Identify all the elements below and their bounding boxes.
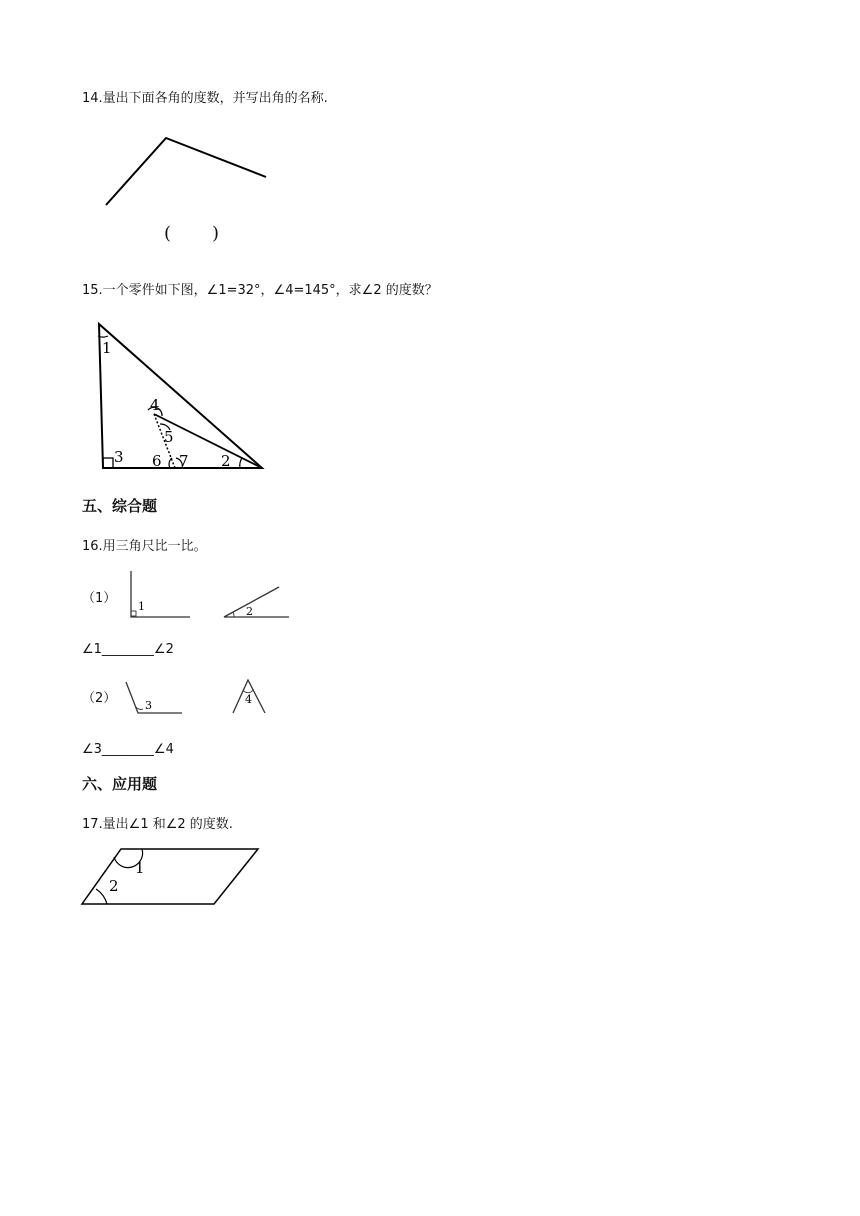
triangle-part-figure-15 — [90, 318, 270, 473]
question-15-text: 15.一个零件如下图，∠1=32°，∠4=145°，求∠2 的度数？ — [82, 283, 438, 298]
answer-paren-open: ( — [164, 223, 172, 244]
label-angle-6: 6 — [152, 452, 162, 470]
label-angle-1: 1 — [102, 339, 112, 357]
label-angle-7: 7 — [179, 452, 189, 470]
question-16-text: 16.用三角尺比一比。 — [82, 539, 207, 554]
label-angle-q16-2: 2 — [246, 605, 253, 618]
label-angle-q16-3: 3 — [145, 699, 152, 712]
label-angle-5: 5 — [164, 428, 174, 446]
label-angle-q16-4: 4 — [245, 693, 252, 706]
compare-1-2: ∠1________∠2 — [82, 642, 174, 657]
question-14-text: 14.量出下面各角的度数，并写出角的名称. — [82, 91, 328, 106]
label-angle-q17-2: 2 — [109, 877, 119, 895]
angles-1-2-figure — [124, 568, 299, 623]
parallelogram-figure-17 — [78, 843, 263, 909]
question-17-text: 17.量出∠1 和∠2 的度数. — [82, 817, 233, 832]
section-5-title: 五、综合题 — [82, 497, 158, 515]
part-2-label: （2） — [82, 691, 117, 706]
label-angle-q16-1: 1 — [138, 600, 145, 613]
label-angle-3: 3 — [114, 448, 124, 466]
angles-3-4-figure — [118, 676, 273, 721]
answer-paren-close: ) — [212, 223, 220, 244]
label-angle-q17-1: 1 — [135, 859, 145, 877]
compare-3-4: ∠3________∠4 — [82, 742, 174, 757]
section-6-title: 六、应用题 — [82, 775, 158, 793]
label-angle-2: 2 — [221, 452, 231, 470]
label-angle-4: 4 — [150, 396, 160, 414]
angle-figure-14 — [100, 130, 280, 220]
part-1-label: （1） — [82, 591, 117, 606]
